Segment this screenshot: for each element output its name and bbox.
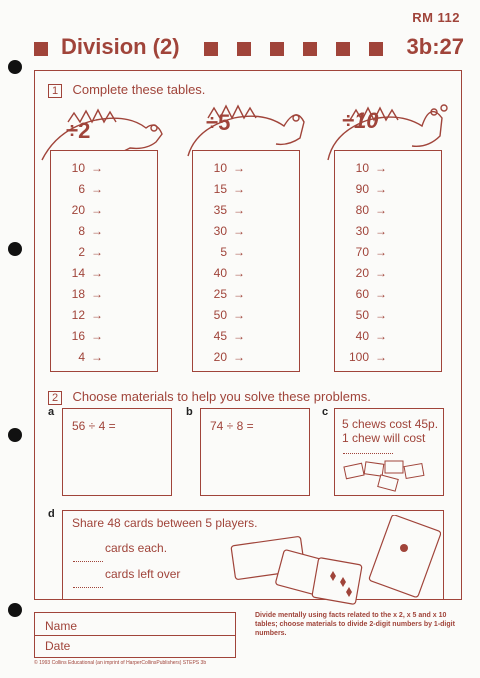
q2-header — [48, 388, 371, 406]
input-value: 6 — [78, 182, 85, 196]
table-row — [335, 308, 441, 328]
input-value: 2 — [78, 245, 85, 259]
arrow-icon: → — [233, 203, 245, 217]
table-row — [335, 161, 441, 181]
input-value: 90 — [355, 182, 369, 196]
input-value: 45 — [213, 329, 227, 343]
table-row — [193, 329, 299, 349]
table-row — [51, 329, 157, 349]
copyright: © 1993 Collins Educational (an imprint of HarperCollinsPublishers) STEPS 3b — [34, 660, 207, 666]
binder-hole — [8, 242, 22, 256]
q2a-problem: 56 ÷ 4 = — [72, 419, 116, 433]
table-row — [193, 287, 299, 307]
arrow-icon: → — [233, 224, 245, 238]
q1-number: 1 — [48, 84, 62, 98]
answer-line — [73, 587, 103, 588]
binder-hole — [8, 603, 22, 617]
q2c-line1: 5 chews cost 45p. — [342, 417, 439, 431]
input-value: 15 — [213, 182, 227, 196]
input-value: 16 — [71, 329, 85, 343]
title-square — [369, 42, 383, 56]
input-value: 25 — [213, 287, 227, 301]
arrow-icon: → — [91, 203, 103, 217]
input-value: 40 — [213, 266, 227, 280]
arrow-icon: → — [375, 266, 387, 280]
name-label: Name — [45, 619, 78, 633]
table-row — [335, 329, 441, 349]
input-value: 18 — [71, 287, 85, 301]
input-value: 12 — [71, 308, 85, 322]
input-value: 30 — [355, 224, 369, 238]
sweets-illustration — [343, 459, 435, 493]
table-div10 — [334, 150, 442, 372]
input-value: 8 — [78, 224, 85, 238]
arrow-icon: → — [233, 308, 245, 322]
table-row — [335, 182, 441, 202]
table-row — [51, 203, 157, 223]
input-value: 10 — [213, 161, 227, 175]
sheet-reference: RM 112 — [412, 10, 460, 25]
table-row — [51, 182, 157, 202]
input-value: 5 — [220, 245, 227, 259]
table-row — [335, 224, 441, 244]
table-row — [193, 161, 299, 181]
arrow-icon: → — [375, 182, 387, 196]
input-value: 100 — [348, 350, 369, 364]
title-square — [34, 42, 48, 56]
input-value: 4 — [78, 350, 85, 364]
arrow-icon: → — [233, 350, 245, 364]
table-row — [335, 245, 441, 265]
table-row — [51, 266, 157, 286]
input-value: 10 — [355, 161, 369, 175]
q2-instruction: Choose materials to help you solve these problems. — [72, 389, 371, 404]
table-row — [51, 308, 157, 328]
q2b-letter: b — [186, 406, 193, 418]
table-row — [335, 266, 441, 286]
q2d-answer2: cards left over — [105, 567, 181, 581]
q2c-box[interactable] — [334, 408, 444, 496]
q2d-answer1: cards each. — [105, 541, 168, 555]
title-square — [204, 42, 218, 56]
arrow-icon: → — [91, 287, 103, 301]
q2d-box[interactable] — [62, 510, 444, 600]
arrow-icon: → — [91, 224, 103, 238]
name-date-box — [34, 612, 236, 658]
arrow-icon: → — [233, 161, 245, 175]
input-value: 50 — [355, 308, 369, 322]
arrow-icon: → — [91, 182, 103, 196]
divider — [35, 635, 235, 636]
input-value: 50 — [213, 308, 227, 322]
input-value: 35 — [213, 203, 227, 217]
q2d-problem: Share 48 cards between 5 players. — [72, 516, 258, 530]
arrow-icon: → — [233, 182, 245, 196]
teacher-note: Divide mentally using facts related to the x 2, x 5 and x 10 tables; choose materials to divide 2-digit numbers by 1-digit numbers. — [255, 612, 455, 637]
title-square — [336, 42, 350, 56]
table-div2 — [50, 150, 158, 372]
table-label-div2: ÷2 — [66, 118, 91, 143]
answer-line — [73, 561, 103, 562]
q2-number: 2 — [48, 391, 62, 405]
table-row — [51, 287, 157, 307]
page-title: Division (2) — [61, 34, 180, 59]
table-label-div10: ÷10 — [342, 108, 379, 133]
title-square — [237, 42, 251, 56]
arrow-icon: → — [375, 308, 387, 322]
input-value: 10 — [71, 161, 85, 175]
arrow-icon: → — [233, 329, 245, 343]
input-value: 60 — [355, 287, 369, 301]
arrow-icon: → — [375, 245, 387, 259]
date-label: Date — [45, 639, 71, 653]
table-row — [51, 161, 157, 181]
input-value: 20 — [355, 266, 369, 280]
playing-cards-illustration — [229, 515, 441, 605]
table-row — [193, 224, 299, 244]
q2a-box[interactable] — [62, 408, 172, 496]
table-label-div5: ÷5 — [206, 110, 231, 135]
table-row — [51, 224, 157, 244]
arrow-icon: → — [233, 287, 245, 301]
title-row — [34, 34, 466, 66]
title-square — [303, 42, 317, 56]
input-value: 14 — [71, 266, 85, 280]
q1-header — [48, 81, 205, 99]
q1-instruction: Complete these tables. — [72, 82, 206, 97]
arrow-icon: → — [375, 287, 387, 301]
q2b-problem: 74 ÷ 8 = — [210, 419, 254, 433]
table-row — [335, 203, 441, 223]
table-row — [51, 350, 157, 370]
table-row — [193, 203, 299, 223]
q2c-letter: c — [322, 406, 329, 418]
arrow-icon: → — [233, 266, 245, 280]
arrow-icon: → — [91, 245, 103, 259]
input-value: 20 — [213, 350, 227, 364]
title-square — [270, 42, 284, 56]
q2c-line2: 1 chew will cost — [342, 431, 426, 445]
q2a-letter: a — [48, 406, 55, 418]
table-row — [193, 308, 299, 328]
arrow-icon: → — [91, 329, 103, 343]
arrow-icon: → — [375, 329, 387, 343]
arrow-icon: → — [375, 161, 387, 175]
table-row — [193, 350, 299, 370]
table-row — [335, 287, 441, 307]
binder-hole — [8, 428, 22, 442]
input-value: 30 — [213, 224, 227, 238]
arrow-icon: → — [375, 203, 387, 217]
table-row — [193, 182, 299, 202]
table-row — [193, 245, 299, 265]
table-div5 — [192, 150, 300, 372]
arrow-icon: → — [91, 161, 103, 175]
arrow-icon: → — [233, 245, 245, 259]
arrow-icon: → — [91, 350, 103, 364]
input-value: 70 — [355, 245, 369, 259]
answer-line — [343, 453, 393, 454]
table-row — [335, 350, 441, 370]
arrow-icon: → — [91, 266, 103, 280]
input-value: 80 — [355, 203, 369, 217]
input-value: 20 — [71, 203, 85, 217]
q2d-letter: d — [48, 508, 55, 520]
input-value: 40 — [355, 329, 369, 343]
binder-hole — [8, 60, 22, 74]
q2b-box[interactable] — [200, 408, 310, 496]
arrow-icon: → — [375, 224, 387, 238]
arrow-icon: → — [375, 350, 387, 364]
sheet-code: 3b:27 — [406, 34, 464, 59]
table-row — [193, 266, 299, 286]
arrow-icon: → — [91, 308, 103, 322]
table-row — [51, 245, 157, 265]
